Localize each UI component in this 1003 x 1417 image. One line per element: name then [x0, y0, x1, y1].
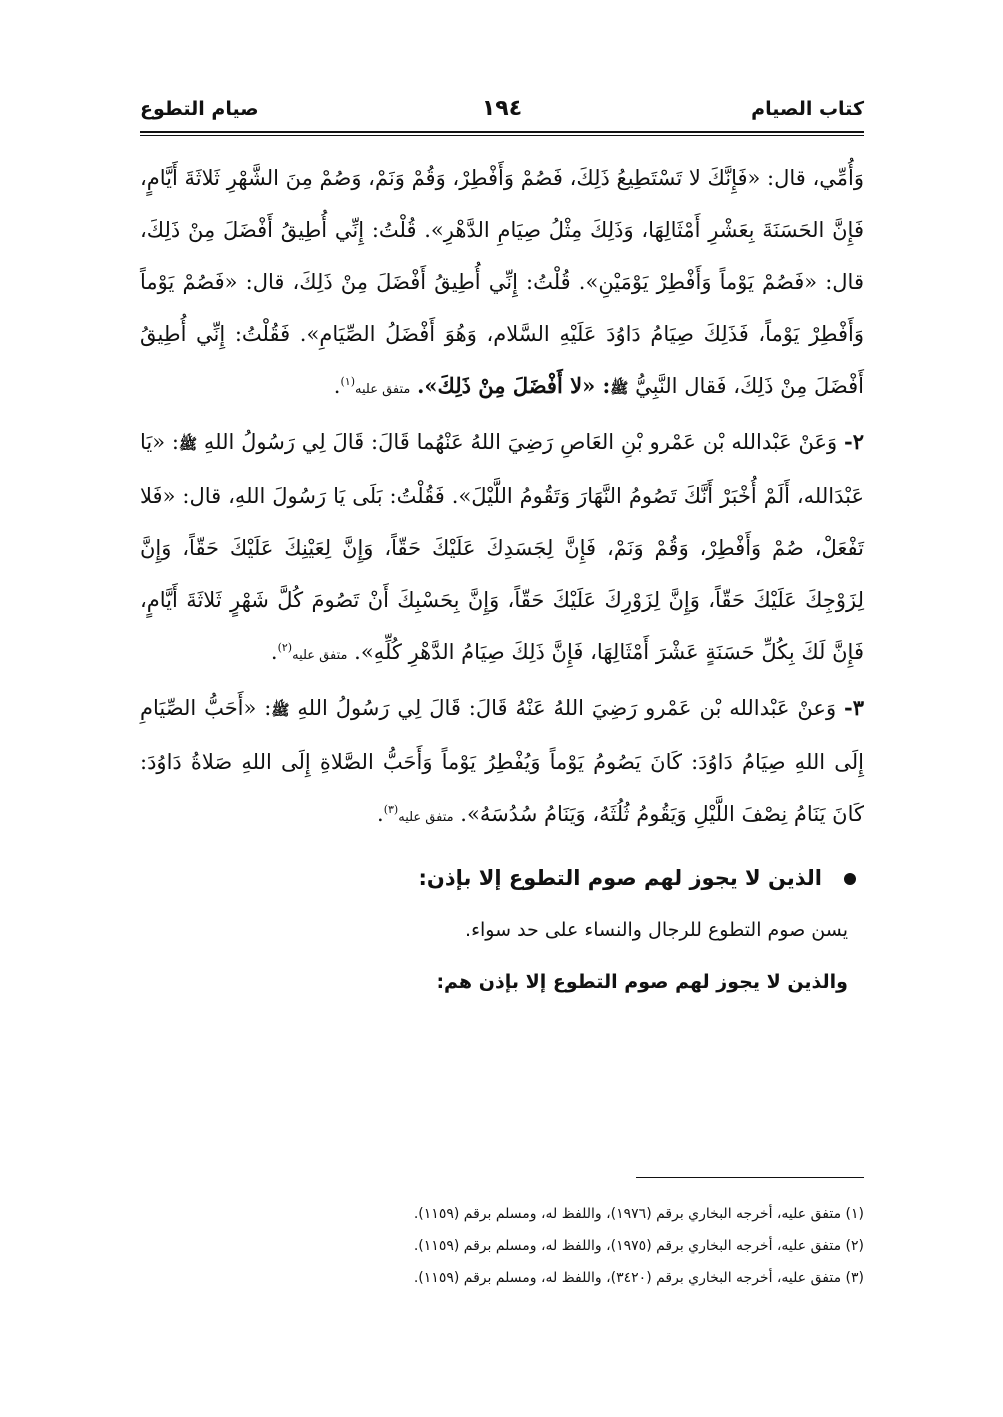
- hadith-2-text: وَعَنْ عَبْدالله بْن عَمْرو بْنِ العَاصِ رَضِيَ اللهُ عَنْهُما قَالَ: قَالَ لِي رَسُولُ اللهِ: [203, 430, 838, 454]
- footnote-ref-1: (١): [340, 375, 355, 388]
- footnote-ref-3: (٣): [383, 803, 399, 816]
- salla-glyph: ﷺ: [178, 435, 198, 453]
- hadith-1-continuation: وَأُمِّي، قال: «فَإِنَّكَ لا تَسْتَطِيعُ ذَلِكَ، فَصُمْ وَأَفْطِرْ، وَقُمْ وَنَمْ، وَصُمْ مِنَ الشَّهْرِ ثَلاثَةَ أَيَّامٍ، فَإِنَّ الحَسَنَةَ بِعَشْرِ أَمْثَالِهَا، وَذَلِكَ مِثْلُ صِيَامِ الدَّهْرِ». قُلْتُ: إِنِّي أُطِيقُ أَفْضَلَ مِنْ ذَلِكَ، قال: «فَصُمْ يَوْماً وَأَفْطِرْ يَوْمَيْنِ». قُلْتُ: إِنِّي أُطِيقُ أَفْضَلَ مِنْ ذَلِكَ، قال: «فَصُمْ يَوْماً وَأَفْطِرْ يَوْماً، فَذَلِكَ صِيَامُ دَاوُدَ عَلَيْهِ السَّلام، وَهُوَ أَفْضَلُ الصِّيَامِ». فَقُلْتُ: إِنِّي أُطِيقُ أَفْضَلَ مِنْ ذَلِكَ، فَقال النَّبِيُّ ﷺ: «لا أَفْضَلَ مِنْ ذَلِكَ». متفق عليه$^{(١)}$.: [140, 166, 864, 398]
- header-rule: [140, 131, 864, 133]
- hadith-2-source: متفق عليه: [292, 648, 348, 663]
- footnote-1: (١) متفق عليه، أخرجه البخاري برقم (١٩٧٦)، واللفظ له، ومسلم برقم (١١٥٩).: [413, 1206, 864, 1222]
- hadith-3-source: متفق عليه: [398, 810, 454, 825]
- page-body: [140, 152, 864, 1008]
- hadith-1-text: وَأُمِّي، قال: «فَإِنَّكَ لا تَسْتَطِيعُ ذَلِكَ، فَصُمْ وَأَفْطِرْ، وَقُمْ وَنَمْ، وَصُمْ مِنَ الشَّهْرِ ثَلاثَةَ أَيَّامٍ، فَإِنَّ الحَسَنَةَ بِعَشْرِ أَمْثَالِهَا، وَذَلِكَ مِثْلُ صِيَامِ الدَّهْرِ». قُلْتُ: إِنِّي أُطِيقُ أَفْضَلَ مِنْ ذَلِكَ، قال: «فَصُمْ يَوْماً وَأَفْطِرْ يَوْمَيْنِ». قُلْتُ: إِنِّي أُطِيقُ أَفْضَلَ مِنْ ذَلِكَ، قال: «فَصُمْ يَوْماً وَأَفْطِرْ يَوْماً، فَذَلِكَ صِيَامُ دَاوُدَ عَلَيْهِ السَّلام، وَهُوَ أَفْضَلُ الصِّيَامِ». فَقُلْتُ: إِنِّي أُطِيقُ أَفْضَلَ مِنْ ذَلِكَ، فَقال النَّبِيُّ: [140, 166, 864, 398]
- page-number: ١٩٤: [481, 96, 523, 121]
- footnotes: [140, 1198, 864, 1294]
- section-heading: [140, 852, 864, 904]
- section-line-1: يسن صوم التطوع للرجال والنساء على حد سواء.: [465, 919, 848, 941]
- hadith-3: ٣- وَعنْ عَبْدالله بْن عَمْرو رَضِيَ اللهُ عَنْهُ قَالَ: قَالَ لِي رَسُولُ اللهِ ﷺ: «أَحَبُّ الصِّيَامِ إِلَى اللهِ صِيَامُ دَاوُدَ: كَانَ يَصُومُ يَوْماً وَيُفْطِرُ يَوْماً وَأَحَبُّ الصَّلاةِ إِلَى اللهِ صَلاةُ دَاوُدَ: كَانَ يَنَامُ نِصْفَ اللَّيْلِ وَيَقُومُ ثُلُثَهُ، وَيَنَامُ سُدُسَهُ». متفق عليه$^{(٣)}$.: [140, 695, 864, 826]
- hadith-3-number: ٣-: [844, 695, 864, 720]
- book-title: كتاب الصيام: [751, 98, 864, 120]
- footnote-separator: [636, 1177, 864, 1178]
- footnote-ref-2: (٢): [277, 641, 293, 654]
- page-header: [140, 96, 864, 130]
- bullet-icon: [844, 873, 856, 885]
- chapter-title: صيام التطوع: [140, 98, 259, 120]
- hadith-3-quote: : «أَحَبُّ الصِّيَامِ إِلَى اللهِ صِيَامُ دَاوُدَ: كَانَ يَصُومُ يَوْماً وَيُفْطِرُ يَوْماً وَأَحَبُّ الصَّلاةِ إِلَى اللهِ صَلاةُ دَاوُدَ: كَانَ يَنَامُ نِصْفَ اللَّيْلِ وَيَقُومُ ثُلُثَهُ، وَيَنَامُ سُدُسَهُ».: [140, 696, 864, 826]
- footnote-2: (٢) متفق عليه، أخرجه البخاري برقم (١٩٧٥)، واللفظ له، ومسلم برقم (١١٥٩).: [413, 1238, 864, 1254]
- hadith-3-text: وَعنْ عَبْدالله بْن عَمْرو رَضِيَ اللهُ عَنْهُ قَالَ: قَالَ لِي رَسُولُ اللهِ: [297, 696, 837, 720]
- section-line-2: والذين لا يجوز لهم صوم التطوع إلا بإذن هم:: [436, 971, 848, 993]
- hadith-2-quote: : «يَا عَبْدَالله، أَلَمْ أُخْبَرْ أَنَّكَ تَصُومُ النَّهَارَ وَتَقُومُ اللَّيْلَ». فَقُلْتُ: بَلَى يَا رَسُولَ اللهِ، قال: «فَلا تَفْعَلْ، صُمْ وَأَفْطِرْ، وَقُمْ وَنَمْ، فَإِنَّ لِجَسَدِكَ عَلَيْكَ حَقّاً، وَإِنَّ لِعَيْنِكَ عَلَيْكَ حَقّاً، وَإِنَّ لِزَوْجِكَ عَلَيْكَ حَقّاً، وَإِنَّ لِزَوْرِكَ عَلَيْكَ حَقّاً، وَإِنَّ بِحَسْبِكَ أَنْ تَصُومَ كُلَّ شَهْرٍ ثَلاثَةَ أَيَّامٍ، فَإِنَّ لَكَ بِكُلِّ حَسَنَةٍ عَشْرَ أَمْثَالِهَا، فَإِنَّ ذَلِكَ صِيَامُ الدَّهْرِ كُلِّهِ».: [140, 430, 864, 664]
- section-heading-text: الذين لا يجوز لهم صوم التطوع إلا بإذن:: [418, 866, 822, 890]
- hadith-1-quote: : «لا أَفْضَلَ مِنْ ذَلِكَ».: [417, 373, 611, 398]
- hadith-2-number: ٢-: [844, 429, 864, 454]
- salla-glyph: ﷺ: [610, 379, 629, 397]
- hadith-1-source: متفق عليه: [355, 382, 411, 397]
- hadith-2: ٢- وَعَنْ عَبْدالله بْن عَمْرو بْنِ العَاصِ رَضِيَ اللهُ عَنْهُما قَالَ: قَالَ لِي رَسُولُ اللهِ ﷺ: «يَا عَبْدَالله، أَلَمْ أُخْبَرْ أَنَّكَ تَصُومُ النَّهَارَ وَتَقُومُ اللَّيْلَ». فَقُلْتُ: بَلَى يَا رَسُولَ اللهِ، قال: «فَلا تَفْعَلْ، صُمْ وَأَفْطِرْ، وَقُمْ وَنَمْ، فَإِنَّ لِجَسَدِكَ عَلَيْكَ حَقّاً، وَإِنَّ لِعَيْنِكَ عَلَيْكَ حَقّاً، وَإِنَّ لِزَوْجِكَ عَلَيْكَ حَقّاً، وَإِنَّ لِزَوْرِكَ عَلَيْكَ حَقّاً، وَإِنَّ بِحَسْبِكَ أَنْ تَصُومَ كُلَّ شَهْرٍ ثَلاثَةَ أَيَّامٍ، فَإِنَّ لَكَ بِكُلِّ حَسَنَةٍ عَشْرَ أَمْثَالِهَا، فَإِنَّ ذَلِكَ صِيَامُ الدَّهْرِ كُلِّهِ». متفق عليه$^{(٢)}$.: [140, 429, 864, 664]
- footnote-3: (٣) متفق عليه، أخرجه البخاري برقم (٣٤٢٠)، واللفظ له، ومسلم برقم (١١٥٩).: [413, 1270, 864, 1286]
- header-rule-thin: [140, 135, 864, 136]
- salla-glyph: ﷺ: [271, 701, 290, 719]
